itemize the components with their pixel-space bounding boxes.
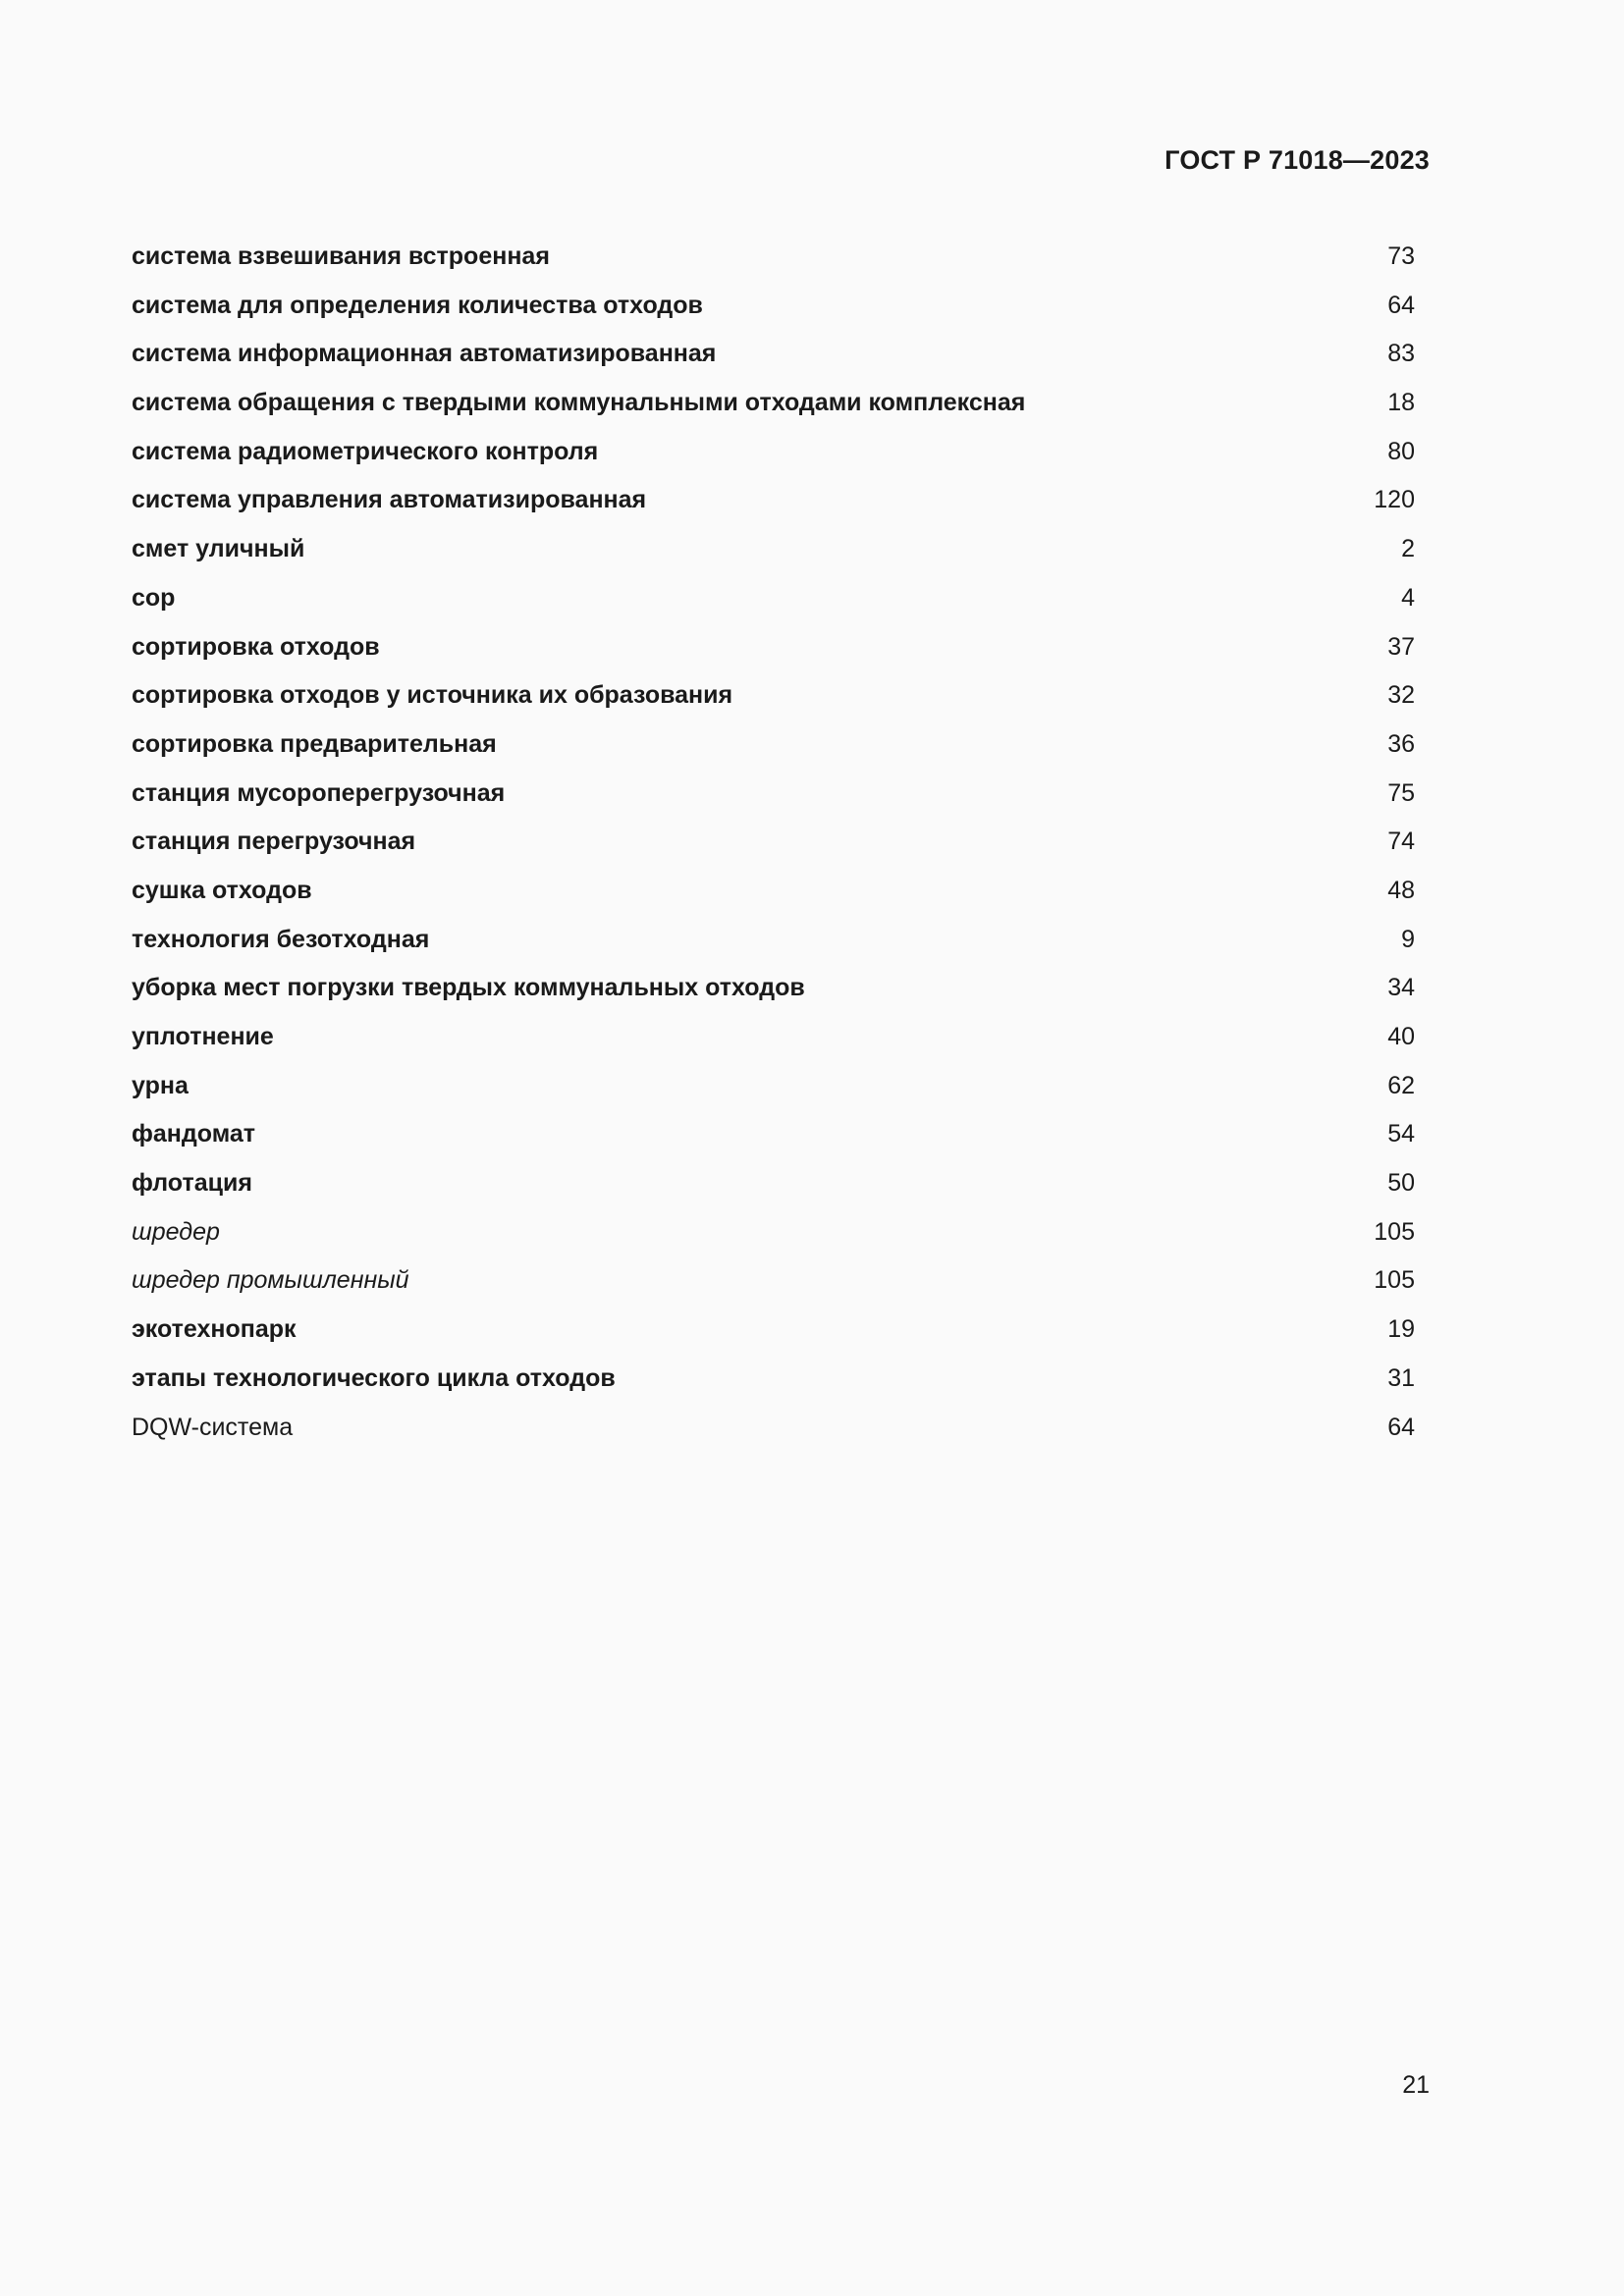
index-entry	[132, 724, 1415, 774]
index-page-ref: 36	[1387, 729, 1415, 758]
index-entry	[132, 774, 1415, 823]
index-term: технология безотходная	[132, 925, 430, 953]
index-entry	[132, 286, 1415, 335]
index-page-ref: 9	[1401, 925, 1415, 953]
index-term: шредер промышленный	[132, 1266, 409, 1295]
index-term: этапы технологического цикла отходов	[132, 1363, 616, 1392]
index-page-ref: 19	[1387, 1315, 1415, 1344]
index-entry	[132, 1066, 1415, 1115]
document-code-header: ГОСТ Р 71018—2023	[1164, 145, 1430, 175]
index-term: система обращения с твердыми коммунальными отходами комплексная	[132, 389, 1026, 417]
page-number: 21	[1402, 2071, 1430, 2099]
index-entry	[132, 1114, 1415, 1163]
index-entry	[132, 383, 1415, 432]
index-term: сор	[132, 583, 176, 612]
index-entry	[132, 1212, 1415, 1261]
index-page-ref: 83	[1387, 340, 1415, 368]
index-entry	[132, 1260, 1415, 1309]
index-term: шредер	[132, 1217, 220, 1246]
index-term: станция перегрузочная	[132, 828, 416, 856]
index-page-ref: 48	[1387, 876, 1415, 904]
index-page-ref: 40	[1387, 1023, 1415, 1050]
index-term: фандомат	[132, 1120, 256, 1148]
index-term: система взвешивания встроенная	[132, 242, 550, 270]
index-entry	[132, 1017, 1415, 1066]
index-term: сортировка предварительная	[132, 729, 497, 758]
index-page-ref: 73	[1387, 242, 1415, 270]
index-page-ref: 105	[1374, 1266, 1415, 1295]
index-page-ref: 64	[1387, 1413, 1415, 1441]
alphabetical-index	[132, 237, 1415, 1456]
index-page-ref: 54	[1387, 1120, 1415, 1148]
index-entry	[132, 822, 1415, 871]
index-term: флотация	[132, 1169, 252, 1198]
index-term: урна	[132, 1071, 189, 1099]
index-term: сортировка отходов у источника их образования	[132, 681, 733, 710]
index-term: система управления автоматизированная	[132, 486, 647, 514]
index-entry	[132, 920, 1415, 969]
index-entry	[132, 1359, 1415, 1408]
index-page-ref: 31	[1387, 1363, 1415, 1392]
index-page-ref: 2	[1401, 535, 1415, 563]
index-term: сортировка отходов	[132, 632, 380, 661]
index-page-ref: 74	[1387, 828, 1415, 856]
index-page-ref: 34	[1387, 974, 1415, 1002]
index-page-ref: 80	[1387, 437, 1415, 465]
index-page-ref: 64	[1387, 291, 1415, 319]
index-term: система радиометрического контроля	[132, 437, 599, 465]
index-term: система для определения количества отходов	[132, 291, 703, 319]
index-entry	[132, 1309, 1415, 1359]
index-page-ref: 50	[1387, 1169, 1415, 1198]
index-entry	[132, 480, 1415, 529]
index-entry	[132, 578, 1415, 627]
index-term: DQW-система	[132, 1413, 294, 1441]
index-page-ref: 4	[1401, 583, 1415, 612]
index-term: смет уличный	[132, 535, 305, 563]
index-page-ref: 105	[1374, 1217, 1415, 1246]
index-entry	[132, 334, 1415, 383]
index-term: уплотнение	[132, 1023, 274, 1050]
index-term: станция мусороперегрузочная	[132, 778, 506, 807]
index-entry	[132, 627, 1415, 676]
index-entry	[132, 968, 1415, 1017]
index-entry	[132, 529, 1415, 578]
index-entry	[132, 871, 1415, 920]
index-page-ref: 32	[1387, 681, 1415, 710]
index-page-ref: 75	[1387, 778, 1415, 807]
index-entry	[132, 675, 1415, 724]
index-term: сушка отходов	[132, 876, 312, 904]
index-term: экотехнопарк	[132, 1315, 297, 1344]
index-term: уборка мест погрузки твердых коммунальных отходов	[132, 974, 805, 1002]
index-term: система информационная автоматизированная	[132, 340, 717, 368]
index-entry	[132, 432, 1415, 481]
index-entry	[132, 1163, 1415, 1212]
index-entry	[132, 237, 1415, 286]
index-entry	[132, 1408, 1415, 1457]
index-page-ref: 18	[1387, 389, 1415, 417]
index-page-ref: 37	[1387, 632, 1415, 661]
index-page-ref: 62	[1387, 1071, 1415, 1099]
index-page-ref: 120	[1374, 486, 1415, 514]
